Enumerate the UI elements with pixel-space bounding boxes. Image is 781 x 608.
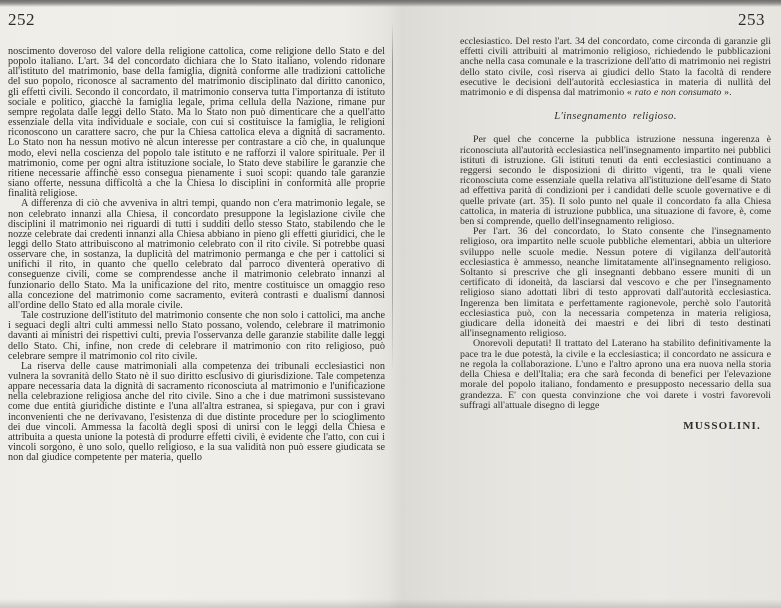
- paragraph: Per quel che concerne la pubblica istruzione nessuna ingerenza è riconosciuta all'autorità ecclesiastica nell'insegnamento impartito nei pubblici istituti di istruzione. Gli istituti tenuti da enti ecclesiastici continuano a reggersi secondo le disposizioni di diritto vigenti, tra le quali viene riconosciuta come essenziale quella relativa all'istituzione dell'esame di Stato ad effettiva parità di condizioni per i candidati delle scuole governative e di quelle private (art. 35). Il solo punto nel quale il concordato fa alla Chiesa cattolica, in materia di istruzione pubblica, una situazione di favore, è, come ben si comprende, quello dell'insegnamento religioso.: [460, 134, 771, 228]
- paragraph: A differenza di ciò che avveniva in altri tempi, quando non c'era matrimonio legale, se non celebrato innanzi alla Chiesa, il concordato presuppone la legislazione civile che disciplini il matrimonio nei riguardi di tutti i sudditi dello stesso Stato, stabilendo che le nozze celebrate dai credenti innanzi alla Chiesa abbiano in pieno gli effetti giuridici, che le leggi dello Stato attribuiscono al matrimonio celebrato con il rito civile. Si potrebbe quasi osservare che, in sostanza, la duplicità del matrimonio permanga e che per i cattolici si unifichi il rito, in quanto che quello celebrato dal parroco diventerà operativo di conseguenze civili, come se comprendesse anche il matrimonio celebrato innanzi al funzionario dello Stato. Ma la unificazione del rito, mentre costituisce un omaggio reso alla concezione del matrimonio come sacramento, eviterà contrasti e dualismi dannosi all'ordine dello Stato ed alla morale civile.: [8, 198, 385, 311]
- paragraph: Tale costruzione dell'istituto del matrimonio consente che non solo i cattolici, ma anche i seguaci degli altri culti ammessi nello Stato possano, volendo, celebrare il matrimonio davanti ai ministri dei rispettivi culti, previa l'osservanza delle garanzie stabilite dalle leggi dello Stato. Chi, infine, non crede di celebrare il matrimonio con rito religioso, può celebrare sempre il matrimonio col rito civile.: [8, 310, 385, 362]
- scan-bottom-edge-shadow: [0, 599, 781, 608]
- paragraph-italic-phrase: rato e non consumato: [634, 87, 722, 99]
- paragraph-continuation: noscimento doveroso del valore della religione cattolica, come religione dello Stato e del popolo italiano. L'art. 34 del concordato dichiara che lo Stato italiano, volendo ridonare all'istituto del matrimonio, base della famiglia, dignità conforme alle tradizioni cattoliche del suo popolo, riconosce al sacramento del matrimonio disciplinato dal diritto canonico, gli effetti civili. Secondo il concordato, il matrimonio conserva tutta l'importanza di istituto sociale e politico, giacchè la famiglia legale, prima cellula della Nazione, rimane pur sempre regolata dalle leggi dello Stato. Ma lo Stato non può dimenticare che a quell'atto essenziale della vita individuale e sociale, con cui si costituisce la famiglia, le religioni riconoscono un carattere sacro, che pur la Chiesa cattolica eleva a dignità di sacramento. Lo Stato non ha nessun motivo nè alcun interesse per contrastare a ciò che, in qualunque modo, elevi nella coscienza del popolo tale istituto e ne rafforzi il valore spirituale. Per il matrimonio, come per ogni altra istituzione sociale, lo Stato deve stabilire le garanzie che ritiene necessarie affinchè esso consegua pienamente i suoi scopi: quando tale garanzie siano offerte, nessuna difficoltà a che la Chiesa lo disciplini in conformità alle proprie finalità religiose.: [8, 46, 385, 200]
- paragraph-text: ».: [721, 87, 732, 99]
- page-left: [8, 10, 385, 463]
- paragraph: Onorevoli deputati! Il trattato del Laterano ha stabilito definitivamente la pace tra le due potestà, la civile e la ecclesiastica; il concordato ne assicura e ne regola la collaborazione. L'uno e l'altro aprono una era nuova nella storia della Chiesa e dell'Italia; era che sarà feconda di benefici per l'elevazione morale del popolo italiano, fondamento e presupposto necessario della sua grandezza. E' con questa convinzione che voi darete i vostri favorevoli suffragi all'attuale disegno di legge: [460, 338, 771, 411]
- book-gutter-crease: [392, 22, 393, 372]
- page-left-body: [8, 47, 385, 463]
- page-right: [460, 10, 771, 431]
- page-number-right: 253: [738, 10, 765, 29]
- signature: MUSSOLINI.: [683, 419, 761, 432]
- page-right-body: [460, 37, 771, 431]
- scan-top-edge-shadow: [0, 0, 781, 7]
- paragraph: Per l'art. 36 del concordato, lo Stato consente che l'insegnamento religioso, ora impartito nelle scuole pubbliche elementari, abbia un ulteriore sviluppo nelle scuole medie. Nessun potere di vigilanza dell'autorità ecclesiastica è ammesso, neanche limitatamente all'insegnamento religioso. Soltanto si prescrive che gli insegnanti debbano essere muniti di un certificato di idoneità, da lasciarsi dal vescovo e che per l'insegnamento religioso siano adottati libri di testo approvati dall'autorità ecclesiastica. Ingerenza ben limitata e perfettamente ragionevole, perchè solo l'autorità ecclesiastica può, con la necessaria competenza in materia religiosa, giudicare della idoneità dei maestri e dei libri di testo destinati all'insegnamento religioso.: [460, 226, 771, 340]
- paragraph: La riserva delle cause matrimoniali alla competenza dei tribunali ecclesiastici non vulnera la sovranità dello Stato nè il suo diritto esclusivo di giurisdizione. Tale competenza appare necessaria data la dignità di sacramento riconosciuta al matrimonio e l'unificazione nella celebrazione religiosa anche del rito civile. Sino a che i due matrimoni sussistevano come due entità giuridiche distinte e l'una all'altra estranea, si spiegava, pur con i gravi inconvenienti che ne derivavano, l'esistenza di due distinte procedure per lo scioglimento dei due vincoli. Ammessa la facoltà degli sposi di unirsi con le leggi della Chiesa e attribuita a questa unione la potestà di produrre effetti civili, è evidente che l'atto, con cui i vincoli sorgono, è uno solo, quello religioso, e la sua validità non può essere giudicata se non dal giudice competente per materia, quello: [8, 360, 385, 464]
- page-number-left: 252: [8, 10, 35, 29]
- section-heading: L'insegnamento religioso.: [554, 111, 677, 123]
- paragraph-continuation: [460, 37, 771, 98]
- paragraph-text: ecclesiastico. Del resto l'art. 34 del concordato, come circonda di garanzie gli effetti civili attribuiti al matrimonio religioso, richiedendo le pubblicazioni anche nella casa comunale e la trascrizione dell'atto di matrimonio nei registri dello stato civile, così riserva ai giudici dello Stato la facoltà di rendere esecutive le decisioni dell'autorità ecclesiastica in materia di nullità del matrimonio e di dispensa dal matrimonio «: [460, 36, 771, 99]
